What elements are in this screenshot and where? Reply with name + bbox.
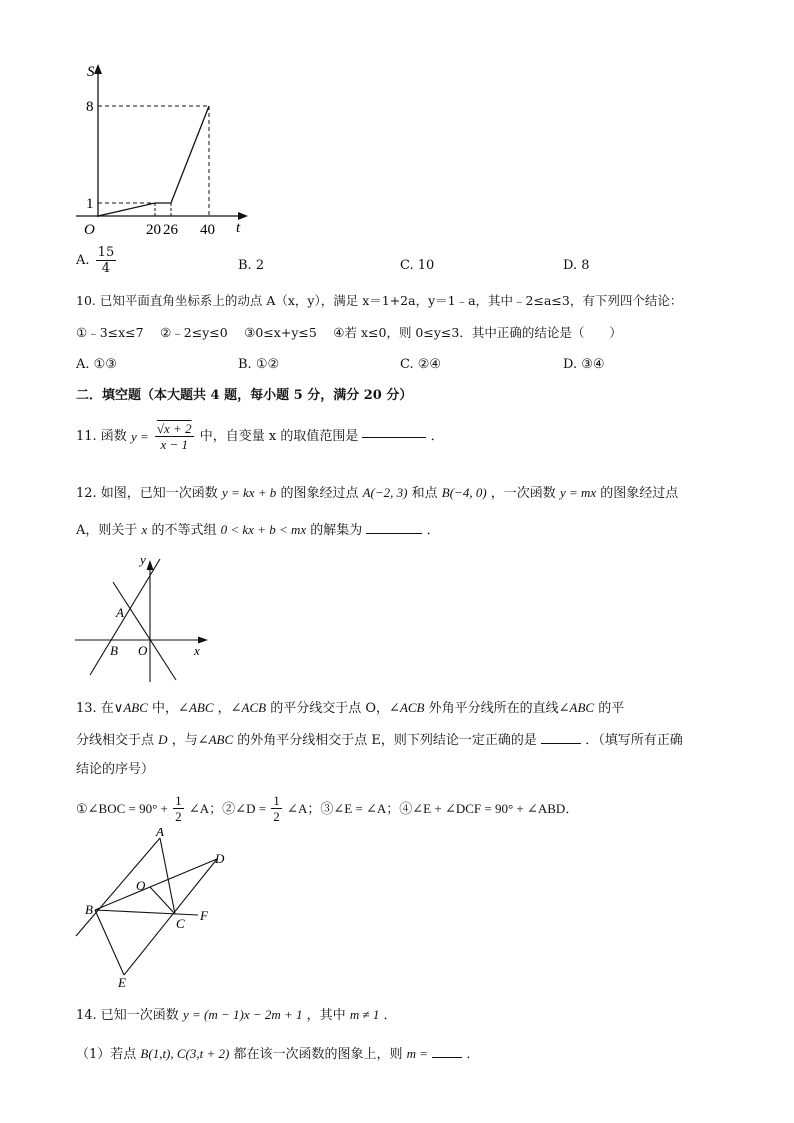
q12-fig-y: y	[140, 552, 146, 567]
q13-figure	[70, 828, 240, 990]
q14-end: ．	[383, 1008, 397, 1023]
q13-statements	[76, 794, 578, 824]
q9-option-b: B. 2	[238, 258, 265, 273]
q14-text-b: ，其中	[306, 1008, 346, 1023]
q12-func-mx: y = mx	[559, 485, 597, 500]
q13-half-1	[173, 794, 184, 824]
q13-fig-c: C	[176, 916, 185, 931]
x-tick-26: 26	[163, 222, 178, 238]
q14-function: y = (m − 1)x − 2m + 1	[182, 1007, 303, 1022]
q9-option-c: C. 10	[400, 258, 435, 273]
fraction-numerator: 1	[175, 793, 182, 808]
q13-text-g: 分线相交于点	[76, 733, 155, 748]
q12-fig-a: A	[116, 605, 124, 620]
q11-y-eq: y =	[130, 429, 149, 444]
q11-answer-blank[interactable]	[362, 437, 426, 438]
x-tick-20: 20	[146, 222, 161, 238]
fraction-denominator: 2	[175, 809, 182, 824]
q13-statement-1: ①∠BOC = 90° +	[76, 801, 168, 816]
q13-text-h: ，与∠	[171, 733, 209, 748]
y-tick-8: 8	[86, 99, 94, 115]
q12-text-e: 的图象经过点	[600, 486, 679, 501]
q13-statements-rest: ∠A；③∠E = ∠A；④∠E + ∠DCF = 90° + ∠ABD．	[287, 801, 579, 816]
x-axis-arrow	[238, 212, 248, 220]
line-bd	[95, 859, 217, 910]
q12-point-a: A(−2, 3)	[362, 485, 408, 500]
q14-sub1-end: ．	[466, 1047, 480, 1062]
q13-fig-e: E	[118, 975, 126, 990]
q10-option-b: B. ①②	[238, 357, 280, 372]
q14-sub1-text-b: 都在该一次函数的图象上，则	[233, 1047, 403, 1062]
q14-m-eq: m =	[406, 1046, 429, 1061]
q12-fig-x: x	[194, 643, 200, 658]
line-bf	[95, 910, 198, 915]
q13-fig-f: F	[200, 908, 208, 923]
q12-y-axis-arrow	[147, 560, 154, 570]
fraction-numerator: 15	[97, 245, 115, 260]
q13-fig-d: D	[215, 851, 225, 866]
q13-text-c: ，∠	[217, 701, 242, 716]
q13-half-2	[271, 794, 282, 824]
q13-statement-2: ∠A；②∠D =	[188, 801, 267, 816]
q12-end: ．	[426, 523, 440, 538]
q9-option-a-label: A.	[76, 253, 90, 268]
origin-label: O	[84, 222, 95, 238]
q14-answer-blank[interactable]	[432, 1057, 462, 1058]
q11-prefix: 11. 函数	[76, 429, 127, 444]
line-mx	[113, 582, 176, 680]
q13-fig-a: A	[156, 828, 164, 839]
q12-text-h: 的解集为	[310, 523, 363, 538]
q13-abc-2: ABC	[188, 700, 214, 715]
q9-option-a	[76, 246, 118, 276]
y-axis-label: S	[87, 64, 95, 80]
x-tick-40: 40	[200, 222, 215, 238]
q13-line3: 结论的序号）	[76, 762, 155, 777]
q12-figure	[70, 552, 220, 687]
fraction-denominator: 2	[273, 809, 280, 824]
q13-text-b: 中，∠	[152, 701, 189, 716]
q13-abc-1: ABC	[123, 700, 148, 715]
q13-text-j: ．（填写所有正确	[585, 733, 683, 748]
q10-option-a: A. ①③	[76, 357, 117, 372]
q10-option-d: D. ③④	[563, 357, 605, 372]
q12-fig-o: O	[138, 643, 148, 658]
q14-points: B(1,t), C(3,t + 2)	[140, 1046, 230, 1061]
q14-line1	[76, 1007, 397, 1024]
q13-text-e: 外角平分线所在的直线∠	[428, 701, 570, 716]
q13-answer-blank[interactable]	[541, 743, 581, 744]
ext-line-ba	[76, 838, 160, 936]
q12-text-a: 12. 如图，已知一次函数	[76, 486, 218, 501]
q13-abc-3: ABC	[569, 700, 595, 715]
fraction-numerator: 1	[273, 793, 280, 808]
q13-text-d: 的平分线交于点 O，∠	[270, 701, 400, 716]
q12-inequality: 0 < kx + b < mx	[220, 522, 307, 537]
q12-answer-blank[interactable]	[366, 533, 422, 534]
y-axis-arrow	[94, 64, 102, 74]
q9-option-d: D. 8	[563, 258, 590, 273]
q12-fig-b: B	[110, 643, 118, 658]
q12-line2	[76, 522, 440, 539]
q13-text-a: 13. 在∨	[76, 701, 124, 716]
q10-stem-line1: 10. 已知平面直角坐标系上的动点 A（x，y），满足 x＝1+2a，y＝1﹣a，其中﹣2≤a≤3，有下列四个结论：	[76, 293, 683, 308]
q12-text-c: 和点	[411, 486, 438, 501]
q13-acb-2: ACB	[399, 700, 425, 715]
q12-text-d: ，一次函数	[490, 486, 556, 501]
q10-stem-line2: ①﹣3≤x≤7 ②﹣2≤y≤0 ③0≤x+y≤5 ④若 x≤0，则 0≤y≤3．其中正确的结论是（ ）	[76, 325, 622, 340]
q9-option-a-fraction	[96, 246, 117, 276]
segment-ac	[160, 838, 175, 914]
q11-numerator: √x + 2	[156, 421, 192, 436]
q13-text-i: 的外角平分线相交于点 E，则下列结论一定正确的是	[237, 733, 537, 748]
q11	[76, 422, 444, 452]
q13-text-f: 的平	[598, 701, 625, 716]
q11-end: ．	[430, 429, 444, 444]
graph-path	[98, 106, 209, 216]
line-be	[95, 910, 124, 975]
q13-fig-b: B	[85, 902, 93, 917]
q13-acb-1: ACB	[241, 700, 267, 715]
section2-heading: 二．填空题（本大题共 4 题，每小题 5 分，满分 20 分）	[76, 388, 413, 403]
q14-text-a: 14. 已知一次函数	[76, 1008, 179, 1023]
q11-denominator: x − 1	[155, 436, 194, 452]
segment-oc	[150, 887, 175, 914]
q13-abc-4: ABC	[208, 732, 234, 747]
q12-text-b: 的图象经过点	[280, 486, 359, 501]
q13-point-d: D	[158, 732, 168, 747]
st-graph	[70, 58, 270, 240]
q12-var-x: x	[141, 522, 148, 537]
q11-suffix: 中，自变量 x 的取值范围是	[199, 429, 359, 444]
q12-text-g: 的不等式组	[151, 523, 217, 538]
q13-fig-o: O	[136, 878, 146, 893]
q14-sub1	[76, 1046, 479, 1063]
q14-sub1-text-a: （1）若点	[76, 1047, 137, 1062]
q11-fraction	[155, 422, 194, 452]
q13-line2	[76, 732, 683, 749]
q12-func-kxb: y = kx + b	[221, 485, 277, 500]
q10-option-c: C. ②④	[400, 357, 442, 372]
fraction-denominator: 4	[96, 260, 117, 276]
y-tick-1: 1	[86, 196, 94, 212]
q12-line1	[76, 485, 678, 502]
q12-point-b: B(−4, 0)	[441, 485, 487, 500]
q14-condition: m ≠ 1	[349, 1007, 380, 1022]
q12-text-f: A，则关于	[76, 523, 138, 538]
x-axis-label: t	[236, 220, 241, 236]
q13-line1	[76, 700, 624, 717]
